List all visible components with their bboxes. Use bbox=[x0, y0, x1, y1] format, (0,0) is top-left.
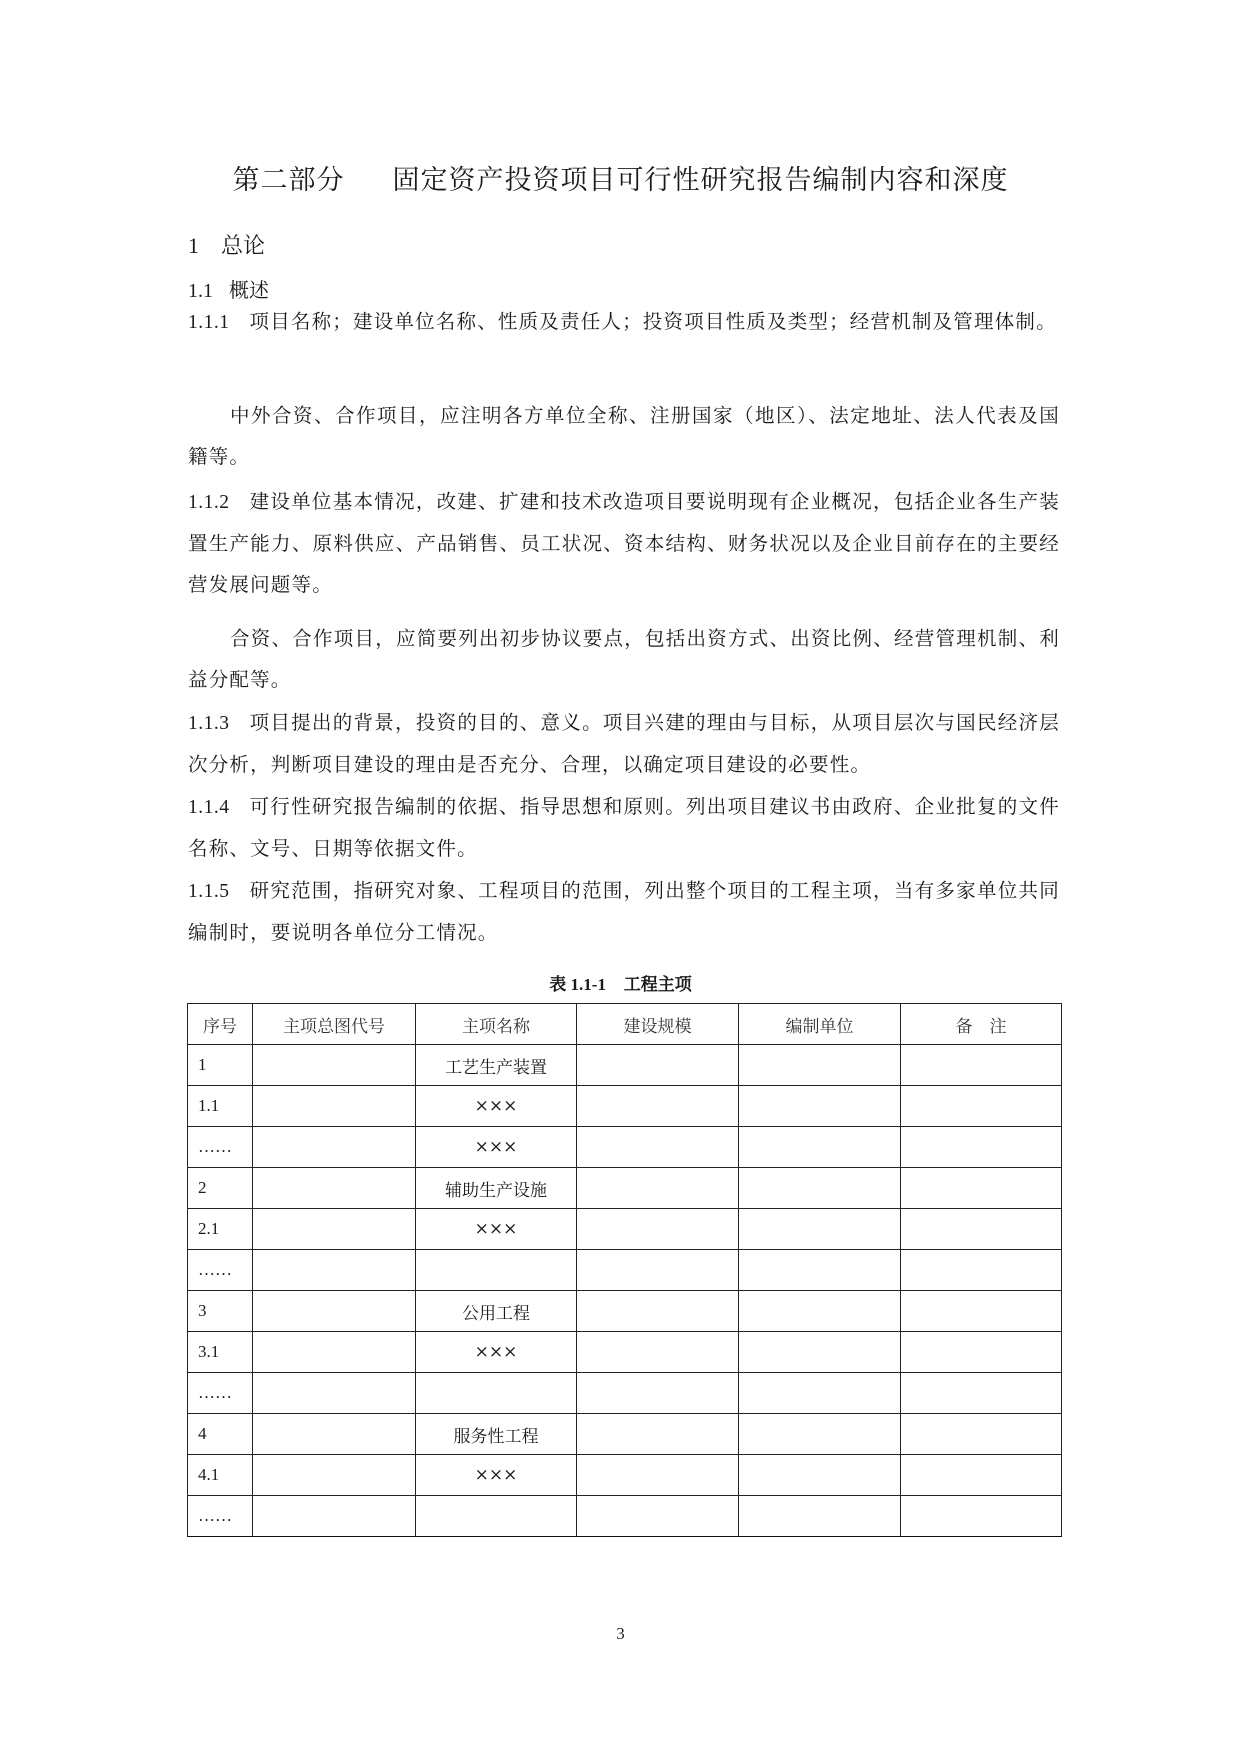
table-cell bbox=[253, 1045, 416, 1086]
clause-text: 可行性研究报告编制的依据、指导思想和原则。列出项目建议书由政府、企业批复的文件名称、文号、日期等依据文件。 bbox=[188, 795, 1060, 860]
clause-number: 1.1.4 bbox=[188, 797, 230, 818]
header-cell: 主项总图代号 bbox=[253, 1004, 416, 1045]
clause-text: 建设单位基本情况，改建、扩建和技术改造项目要说明现有企业概况，包括企业各生产装置生产能力、原料供应、产品销售、员工状况、资本结构、财务状况以及企业目前存在的主要经营发展问题等。 bbox=[188, 490, 1060, 596]
table-row bbox=[188, 1496, 1062, 1537]
table-cell bbox=[739, 1373, 901, 1414]
table-row bbox=[188, 1332, 1062, 1373]
paragraph-cooperation-note: 合资、合作项目，应简要列出初步协议要点，包括出资方式、出资比例、经营管理机制、利益分配等。 bbox=[188, 627, 1060, 691]
table-row bbox=[188, 1127, 1062, 1168]
table-cell bbox=[416, 1250, 577, 1291]
table-cell bbox=[253, 1291, 416, 1332]
table-row bbox=[188, 1250, 1062, 1291]
table-cell bbox=[739, 1209, 901, 1250]
table-cell: …… bbox=[188, 1250, 253, 1291]
paragraph-1-1-5 bbox=[188, 870, 1060, 953]
clause-number: 1.1.5 bbox=[188, 881, 230, 902]
table-cell bbox=[739, 1414, 901, 1455]
table-cell bbox=[577, 1414, 739, 1455]
table-cell: …… bbox=[188, 1127, 253, 1168]
table-cell bbox=[577, 1127, 739, 1168]
clause-number: 1.1.1 bbox=[188, 312, 230, 333]
table-cell bbox=[253, 1455, 416, 1496]
table-row bbox=[188, 1373, 1062, 1414]
table-cell bbox=[577, 1291, 739, 1332]
table-cell bbox=[739, 1045, 901, 1086]
table-cell bbox=[901, 1291, 1062, 1332]
table-cell: 4.1 bbox=[188, 1455, 253, 1496]
table-cell bbox=[253, 1414, 416, 1455]
subsection-label: 概述 bbox=[229, 278, 269, 302]
table-row bbox=[188, 1045, 1062, 1086]
page-title: 第二部分 固定资产投资项目可行性研究报告编制内容和深度 bbox=[232, 165, 1009, 196]
table-cell: 公用工程 bbox=[416, 1291, 577, 1332]
table-cell bbox=[577, 1045, 739, 1086]
table-cell: …… bbox=[188, 1373, 253, 1414]
subsection-heading bbox=[188, 274, 269, 303]
table-cell: 服务性工程 bbox=[416, 1414, 577, 1455]
table-cell bbox=[739, 1455, 901, 1496]
table-cell bbox=[577, 1086, 739, 1127]
table-cell bbox=[253, 1127, 416, 1168]
table-cell bbox=[577, 1332, 739, 1373]
table-body bbox=[188, 1045, 1062, 1537]
table-cell bbox=[577, 1455, 739, 1496]
table-cell: ××× bbox=[416, 1086, 577, 1127]
header-cell: 建设规模 bbox=[577, 1004, 739, 1045]
table-row bbox=[188, 1291, 1062, 1332]
header-cell: 备 注 bbox=[901, 1004, 1062, 1045]
table-cell: 1.1 bbox=[188, 1086, 253, 1127]
paragraph-1-1-1 bbox=[188, 301, 1060, 343]
paragraph-joint-venture-note: 中外合资、合作项目，应注明各方单位全称、注册国家（地区）、法定地址、法人代表及国籍等。 bbox=[188, 404, 1060, 468]
table-cell bbox=[416, 1373, 577, 1414]
table-cell bbox=[253, 1332, 416, 1373]
table-row bbox=[188, 1168, 1062, 1209]
table-row bbox=[188, 1209, 1062, 1250]
table-caption-title: 工程主项 bbox=[623, 975, 692, 995]
table-cell bbox=[253, 1496, 416, 1537]
table-cell: 辅助生产设施 bbox=[416, 1168, 577, 1209]
table-cell bbox=[577, 1496, 739, 1537]
table-cell: 3 bbox=[188, 1291, 253, 1332]
table-cell bbox=[901, 1332, 1062, 1373]
paragraph-1-1-2 bbox=[188, 481, 1060, 605]
table-cell: …… bbox=[188, 1496, 253, 1537]
table-row bbox=[188, 1086, 1062, 1127]
table-cell bbox=[253, 1086, 416, 1127]
table-cell: 3.1 bbox=[188, 1332, 253, 1373]
section-label: 总论 bbox=[221, 234, 266, 259]
table-cell bbox=[901, 1045, 1062, 1086]
header-cell: 编制单位 bbox=[739, 1004, 901, 1045]
clause-text: 项目提出的背景，投资的目的、意义。项目兴建的理由与目标，从项目层次与国民经济层次分析，判断项目建设的理由是否充分、合理，以确定项目建设的必要性。 bbox=[188, 711, 1060, 776]
table-cell bbox=[901, 1455, 1062, 1496]
table-cell bbox=[577, 1250, 739, 1291]
table-cell bbox=[901, 1414, 1062, 1455]
table-cell bbox=[901, 1250, 1062, 1291]
table-cell bbox=[901, 1086, 1062, 1127]
table-cell bbox=[577, 1168, 739, 1209]
table-cell bbox=[739, 1086, 901, 1127]
project-items-table bbox=[187, 1003, 1062, 1537]
paragraph-1-1-4 bbox=[188, 786, 1060, 869]
subsection-number: 1.1 bbox=[188, 280, 213, 302]
clause-number: 1.1.2 bbox=[188, 492, 230, 513]
table-header-row bbox=[188, 1004, 1062, 1045]
table-cell bbox=[253, 1373, 416, 1414]
table-cell bbox=[739, 1291, 901, 1332]
table-cell: 4 bbox=[188, 1414, 253, 1455]
table-cell bbox=[739, 1250, 901, 1291]
table-cell bbox=[253, 1250, 416, 1291]
paragraph-1-1-3 bbox=[188, 702, 1060, 785]
table-cell: 2 bbox=[188, 1168, 253, 1209]
table-cell bbox=[253, 1209, 416, 1250]
table-cell: ××× bbox=[416, 1209, 577, 1250]
table-cell: ××× bbox=[416, 1332, 577, 1373]
table-cell bbox=[253, 1168, 416, 1209]
table-cell bbox=[577, 1209, 739, 1250]
clause-number: 1.1.3 bbox=[188, 713, 230, 734]
table-cell: 1 bbox=[188, 1045, 253, 1086]
table-row bbox=[188, 1455, 1062, 1496]
clause-text: 项目名称；建设单位名称、性质及责任人；投资项目性质及类型；经营机制及管理体制。 bbox=[249, 310, 1057, 333]
table-cell: 工艺生产装置 bbox=[416, 1045, 577, 1086]
table-cell bbox=[739, 1496, 901, 1537]
header-cell: 主项名称 bbox=[416, 1004, 577, 1045]
clause-text: 研究范围，指研究对象、工程项目的范围，列出整个项目的工程主项，当有多家单位共同编制时，要说明各单位分工情况。 bbox=[188, 879, 1060, 944]
table-cell bbox=[901, 1168, 1062, 1209]
header-cell: 序号 bbox=[188, 1004, 253, 1045]
table-cell bbox=[577, 1373, 739, 1414]
table-cell bbox=[901, 1209, 1062, 1250]
table-caption-label: 表 1.1-1 bbox=[549, 975, 606, 994]
page-number: 3 bbox=[616, 1624, 625, 1643]
table-cell bbox=[739, 1127, 901, 1168]
table-caption bbox=[0, 970, 1241, 995]
table-cell bbox=[739, 1168, 901, 1209]
table-cell: 2.1 bbox=[188, 1209, 253, 1250]
table-cell bbox=[416, 1496, 577, 1537]
table-cell bbox=[901, 1127, 1062, 1168]
table-cell bbox=[901, 1373, 1062, 1414]
section-heading bbox=[188, 229, 265, 260]
table-cell: ××× bbox=[416, 1455, 577, 1496]
table-row bbox=[188, 1414, 1062, 1455]
table-cell bbox=[901, 1496, 1062, 1537]
section-number: 1 bbox=[188, 233, 199, 258]
table-cell: ××× bbox=[416, 1127, 577, 1168]
table-cell bbox=[739, 1332, 901, 1373]
